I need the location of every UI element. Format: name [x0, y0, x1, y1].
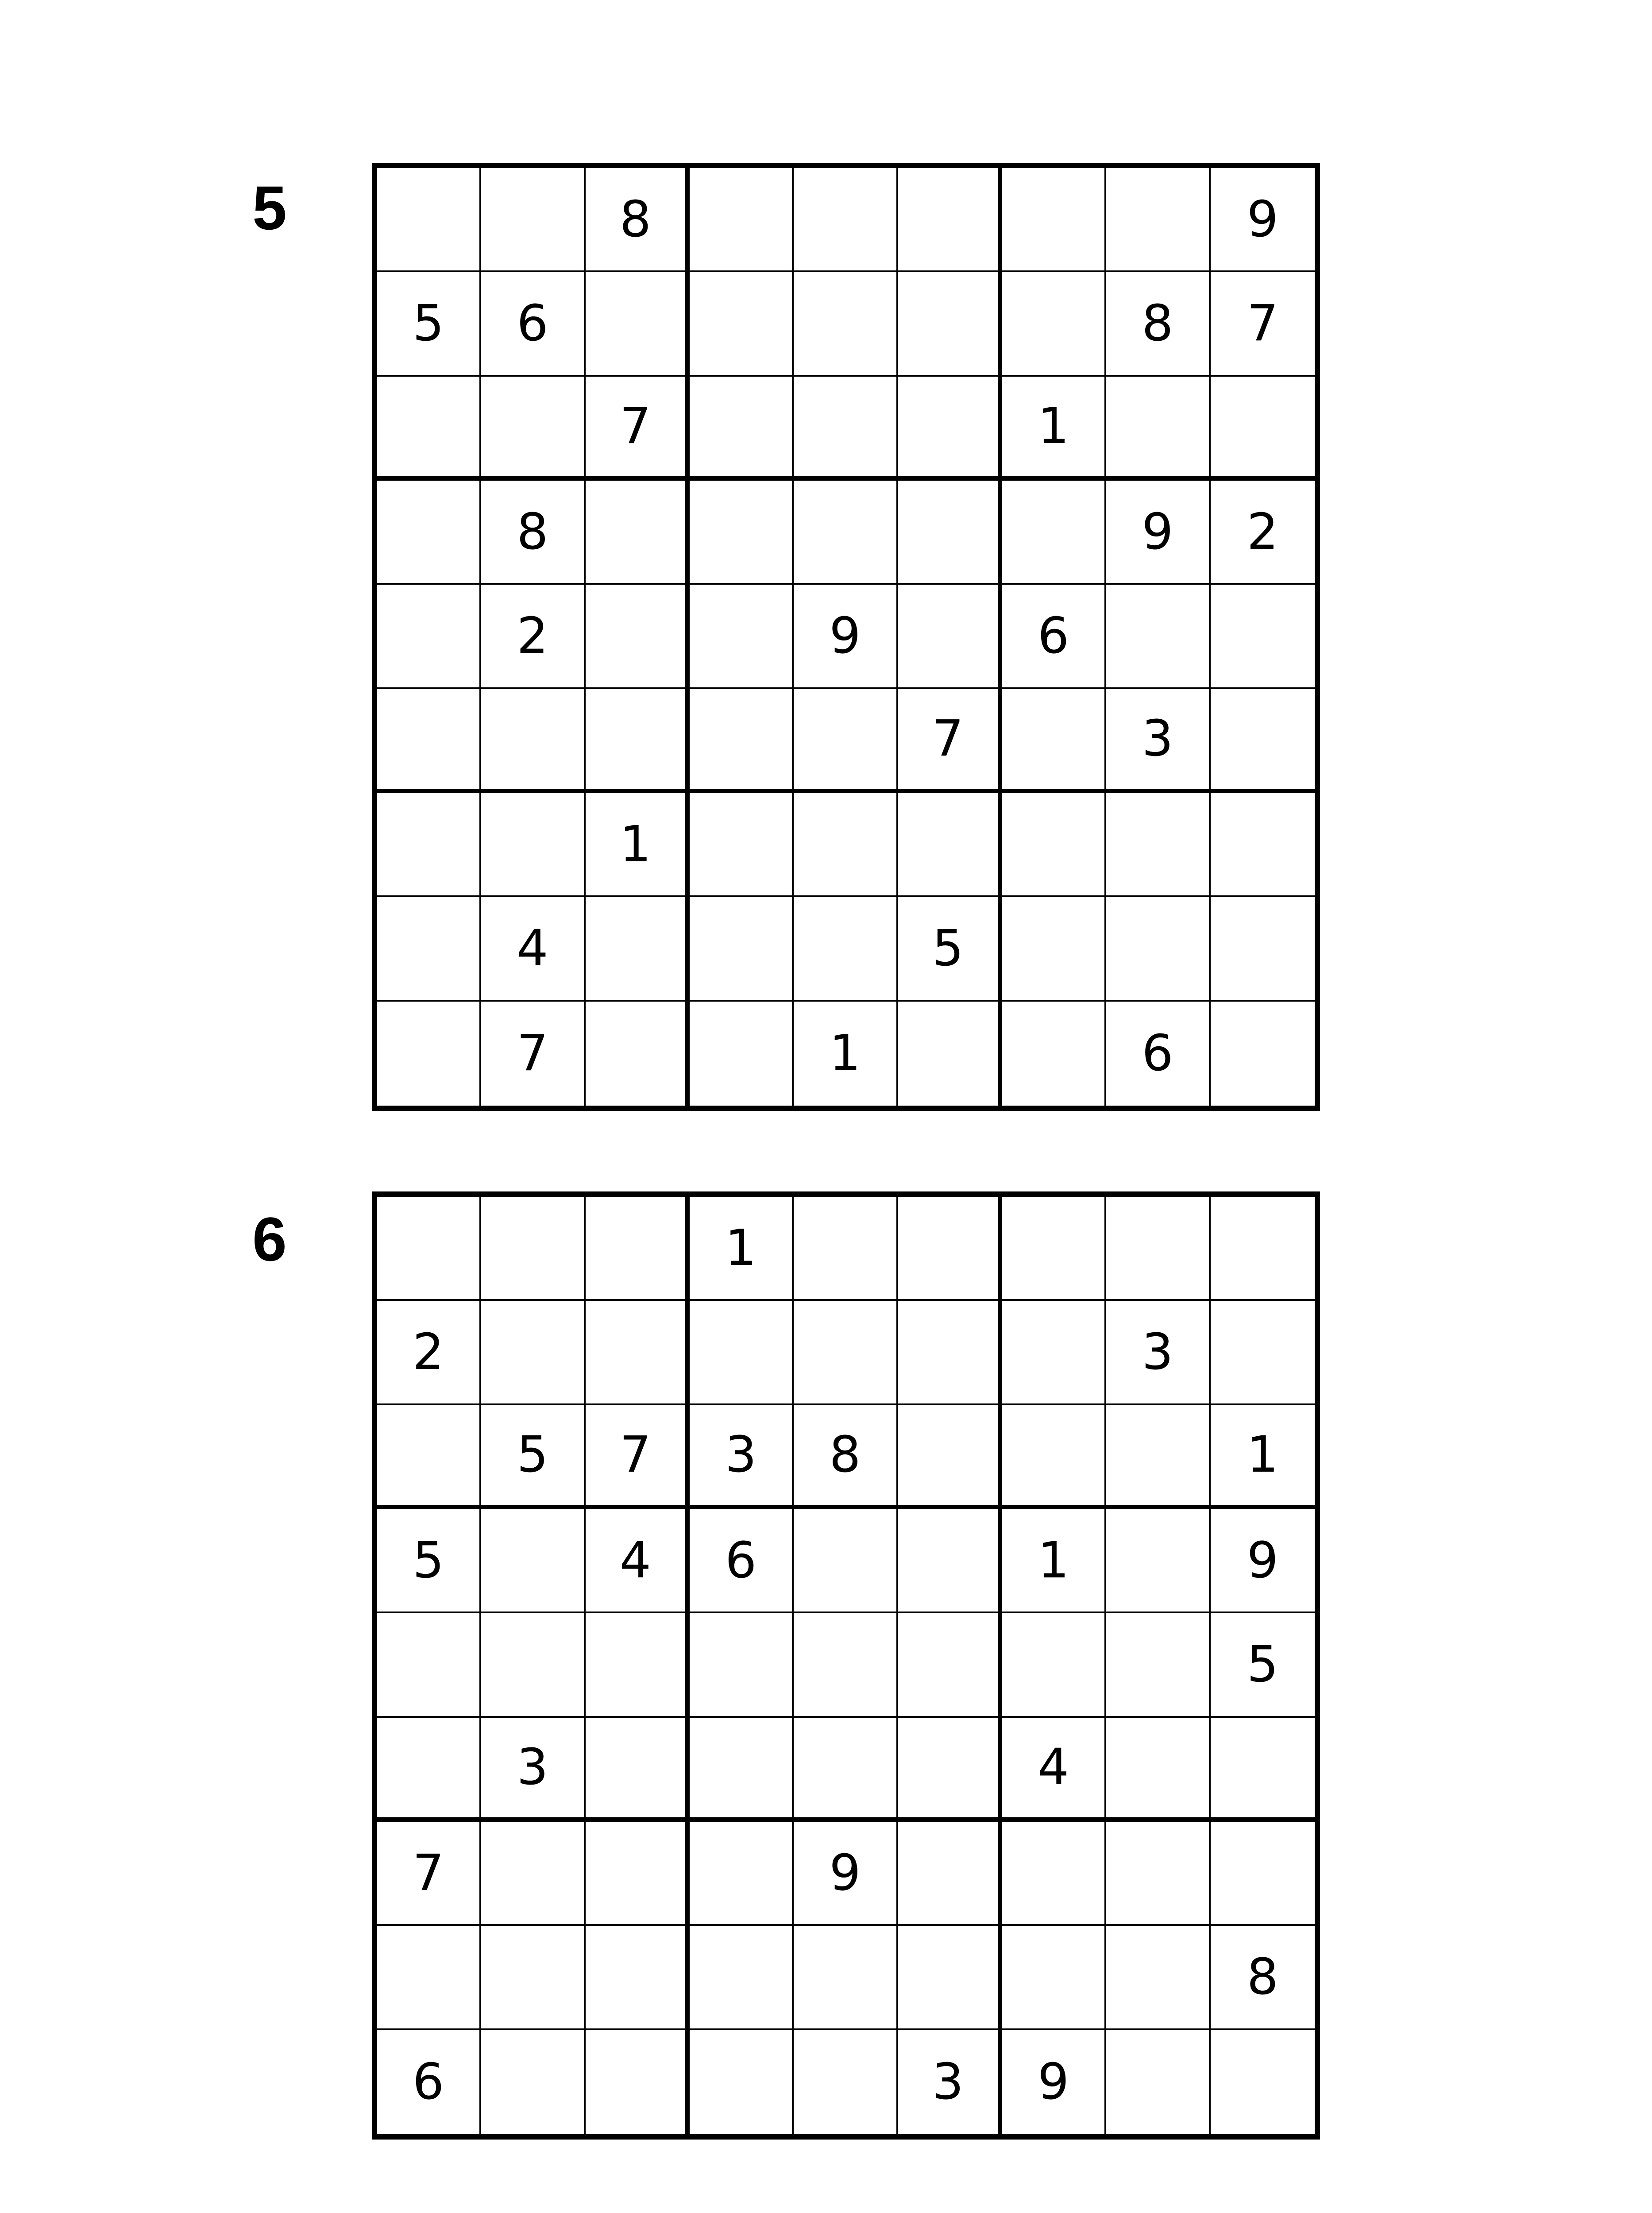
empty-cell[interactable]: [794, 1613, 898, 1717]
empty-cell[interactable]: [898, 585, 1002, 689]
empty-cell[interactable]: [690, 272, 794, 376]
empty-cell[interactable]: [377, 897, 481, 1001]
empty-cell[interactable]: [794, 1718, 898, 1822]
empty-cell[interactable]: [1211, 1301, 1315, 1405]
given-cell: 5: [377, 272, 481, 376]
empty-cell[interactable]: [1002, 1002, 1106, 1106]
empty-cell[interactable]: [690, 1926, 794, 2030]
empty-cell[interactable]: [1002, 689, 1106, 793]
given-cell: 8: [794, 1405, 898, 1509]
empty-cell[interactable]: [481, 2030, 585, 2134]
empty-cell[interactable]: [898, 377, 1002, 481]
empty-cell[interactable]: [794, 1926, 898, 2030]
given-cell: 7: [586, 1405, 690, 1509]
given-cell: 9: [794, 585, 898, 689]
empty-cell[interactable]: [690, 1002, 794, 1106]
empty-cell[interactable]: [586, 481, 690, 585]
empty-cell[interactable]: [690, 168, 794, 272]
empty-cell[interactable]: [377, 377, 481, 481]
empty-cell[interactable]: [481, 377, 585, 481]
given-cell: 6: [481, 272, 585, 376]
given-cell: 1: [1002, 377, 1106, 481]
empty-cell[interactable]: [1106, 1405, 1210, 1509]
empty-cell[interactable]: [690, 1301, 794, 1405]
given-cell: 8: [1211, 1926, 1315, 2030]
empty-cell[interactable]: [586, 1822, 690, 1926]
empty-cell[interactable]: [1211, 1822, 1315, 1926]
empty-cell[interactable]: [898, 1197, 1002, 1301]
empty-cell[interactable]: [377, 1002, 481, 1106]
given-cell: 9: [794, 1822, 898, 1926]
given-cell: 2: [481, 585, 585, 689]
empty-cell[interactable]: [898, 481, 1002, 585]
empty-cell[interactable]: [1211, 689, 1315, 793]
puzzle-number-5: 5: [252, 173, 287, 243]
empty-cell[interactable]: [377, 481, 481, 585]
empty-cell[interactable]: [794, 689, 898, 793]
empty-cell[interactable]: [794, 1197, 898, 1301]
empty-cell[interactable]: [377, 1405, 481, 1509]
given-cell: 4: [481, 897, 585, 1001]
empty-cell[interactable]: [898, 793, 1002, 897]
given-cell: 3: [481, 1718, 585, 1822]
given-cell: 5: [377, 1509, 481, 1613]
empty-cell[interactable]: [481, 1613, 585, 1717]
empty-cell[interactable]: [794, 1509, 898, 1613]
given-cell: 1: [794, 1002, 898, 1106]
puzzle-number-6: 6: [252, 1204, 287, 1274]
given-cell: 4: [1002, 1718, 1106, 1822]
empty-cell[interactable]: [1106, 585, 1210, 689]
given-cell: 8: [481, 481, 585, 585]
empty-cell[interactable]: [1002, 1301, 1106, 1405]
empty-cell[interactable]: [1002, 793, 1106, 897]
empty-cell[interactable]: [690, 377, 794, 481]
empty-cell[interactable]: [690, 585, 794, 689]
empty-cell[interactable]: [481, 168, 585, 272]
empty-cell[interactable]: [898, 1613, 1002, 1717]
empty-cell[interactable]: [1106, 1197, 1210, 1301]
empty-cell[interactable]: [1211, 2030, 1315, 2134]
empty-cell[interactable]: [481, 793, 585, 897]
empty-cell[interactable]: [481, 1301, 585, 1405]
given-cell: 7: [377, 1822, 481, 1926]
empty-cell[interactable]: [690, 481, 794, 585]
given-cell: 5: [1211, 1613, 1315, 1717]
given-cell: 7: [481, 1002, 585, 1106]
empty-cell[interactable]: [1106, 897, 1210, 1001]
empty-cell[interactable]: [377, 1197, 481, 1301]
empty-cell[interactable]: [1211, 377, 1315, 481]
empty-cell[interactable]: [1211, 793, 1315, 897]
given-cell: 7: [1211, 272, 1315, 376]
empty-cell[interactable]: [1106, 377, 1210, 481]
empty-cell[interactable]: [586, 1926, 690, 2030]
empty-cell[interactable]: [377, 168, 481, 272]
empty-cell[interactable]: [1002, 481, 1106, 585]
empty-cell[interactable]: [586, 585, 690, 689]
empty-cell[interactable]: [586, 1718, 690, 1822]
empty-cell[interactable]: [1106, 793, 1210, 897]
given-cell: 8: [1106, 272, 1210, 376]
empty-cell[interactable]: [1106, 2030, 1210, 2134]
empty-cell[interactable]: [898, 272, 1002, 376]
empty-cell[interactable]: [690, 793, 794, 897]
empty-cell[interactable]: [898, 1405, 1002, 1509]
empty-cell[interactable]: [794, 168, 898, 272]
given-cell: 1: [586, 793, 690, 897]
empty-cell[interactable]: [794, 481, 898, 585]
given-cell: 3: [1106, 1301, 1210, 1405]
empty-cell[interactable]: [898, 1301, 1002, 1405]
empty-cell[interactable]: [1002, 1613, 1106, 1717]
given-cell: 5: [481, 1405, 585, 1509]
empty-cell[interactable]: [377, 1926, 481, 2030]
empty-cell[interactable]: [1211, 1002, 1315, 1106]
empty-cell[interactable]: [1002, 1197, 1106, 1301]
empty-cell[interactable]: [586, 2030, 690, 2134]
given-cell: 6: [1106, 1002, 1210, 1106]
empty-cell[interactable]: [586, 1002, 690, 1106]
empty-cell[interactable]: [794, 1301, 898, 1405]
empty-cell[interactable]: [1106, 1509, 1210, 1613]
empty-cell[interactable]: [1106, 168, 1210, 272]
empty-cell[interactable]: [1106, 1822, 1210, 1926]
given-cell: 9: [1211, 1509, 1315, 1613]
empty-cell[interactable]: [586, 1613, 690, 1717]
given-cell: 9: [1002, 2030, 1106, 2134]
empty-cell[interactable]: [690, 1718, 794, 1822]
empty-cell[interactable]: [898, 1509, 1002, 1613]
given-cell: 4: [586, 1509, 690, 1613]
empty-cell[interactable]: [481, 1509, 585, 1613]
empty-cell[interactable]: [377, 585, 481, 689]
given-cell: 5: [898, 897, 1002, 1001]
empty-cell[interactable]: [377, 793, 481, 897]
empty-cell[interactable]: [1211, 585, 1315, 689]
given-cell: 6: [690, 1509, 794, 1613]
given-cell: 2: [377, 1301, 481, 1405]
given-cell: 7: [898, 689, 1002, 793]
empty-cell[interactable]: [1211, 897, 1315, 1001]
empty-cell[interactable]: [898, 168, 1002, 272]
empty-cell[interactable]: [690, 689, 794, 793]
given-cell: 1: [1211, 1405, 1315, 1509]
empty-cell[interactable]: [690, 1822, 794, 1926]
empty-cell[interactable]: [586, 1197, 690, 1301]
empty-cell[interactable]: [794, 793, 898, 897]
empty-cell[interactable]: [1002, 897, 1106, 1001]
empty-cell[interactable]: [794, 2030, 898, 2134]
empty-cell[interactable]: [1211, 1718, 1315, 1822]
empty-cell[interactable]: [794, 377, 898, 481]
empty-cell[interactable]: [586, 897, 690, 1001]
sudoku-grid-5: [372, 163, 1320, 1111]
given-cell: 9: [1106, 481, 1210, 585]
empty-cell[interactable]: [481, 1197, 585, 1301]
empty-cell[interactable]: [377, 1718, 481, 1822]
given-cell: 3: [690, 1405, 794, 1509]
empty-cell[interactable]: [586, 272, 690, 376]
empty-cell[interactable]: [1211, 1197, 1315, 1301]
given-cell: 6: [1002, 585, 1106, 689]
empty-cell[interactable]: [690, 1613, 794, 1717]
given-cell: 3: [1106, 689, 1210, 793]
empty-cell[interactable]: [898, 1718, 1002, 1822]
empty-cell[interactable]: [377, 1613, 481, 1717]
given-cell: 8: [586, 168, 690, 272]
empty-cell[interactable]: [586, 689, 690, 793]
given-cell: 2: [1211, 481, 1315, 585]
empty-cell[interactable]: [1002, 168, 1106, 272]
empty-cell[interactable]: [481, 689, 585, 793]
sudoku-grid-6: [372, 1191, 1320, 2140]
empty-cell[interactable]: [690, 2030, 794, 2134]
empty-cell[interactable]: [794, 897, 898, 1001]
empty-cell[interactable]: [1002, 1822, 1106, 1926]
empty-cell[interactable]: [898, 1822, 1002, 1926]
empty-cell[interactable]: [1106, 1718, 1210, 1822]
empty-cell[interactable]: [1002, 1405, 1106, 1509]
given-cell: 1: [690, 1197, 794, 1301]
empty-cell[interactable]: [1106, 1926, 1210, 2030]
empty-cell[interactable]: [794, 272, 898, 376]
given-cell: 3: [898, 2030, 1002, 2134]
empty-cell[interactable]: [481, 1822, 585, 1926]
empty-cell[interactable]: [377, 689, 481, 793]
empty-cell[interactable]: [898, 1926, 1002, 2030]
given-cell: 7: [586, 377, 690, 481]
empty-cell[interactable]: [1002, 1926, 1106, 2030]
empty-cell[interactable]: [1106, 1613, 1210, 1717]
given-cell: 6: [377, 2030, 481, 2134]
empty-cell[interactable]: [1002, 272, 1106, 376]
empty-cell[interactable]: [898, 1002, 1002, 1106]
empty-cell[interactable]: [690, 897, 794, 1001]
empty-cell[interactable]: [586, 1301, 690, 1405]
empty-cell[interactable]: [481, 1926, 585, 2030]
given-cell: 1: [1002, 1509, 1106, 1613]
given-cell: 9: [1211, 168, 1315, 272]
